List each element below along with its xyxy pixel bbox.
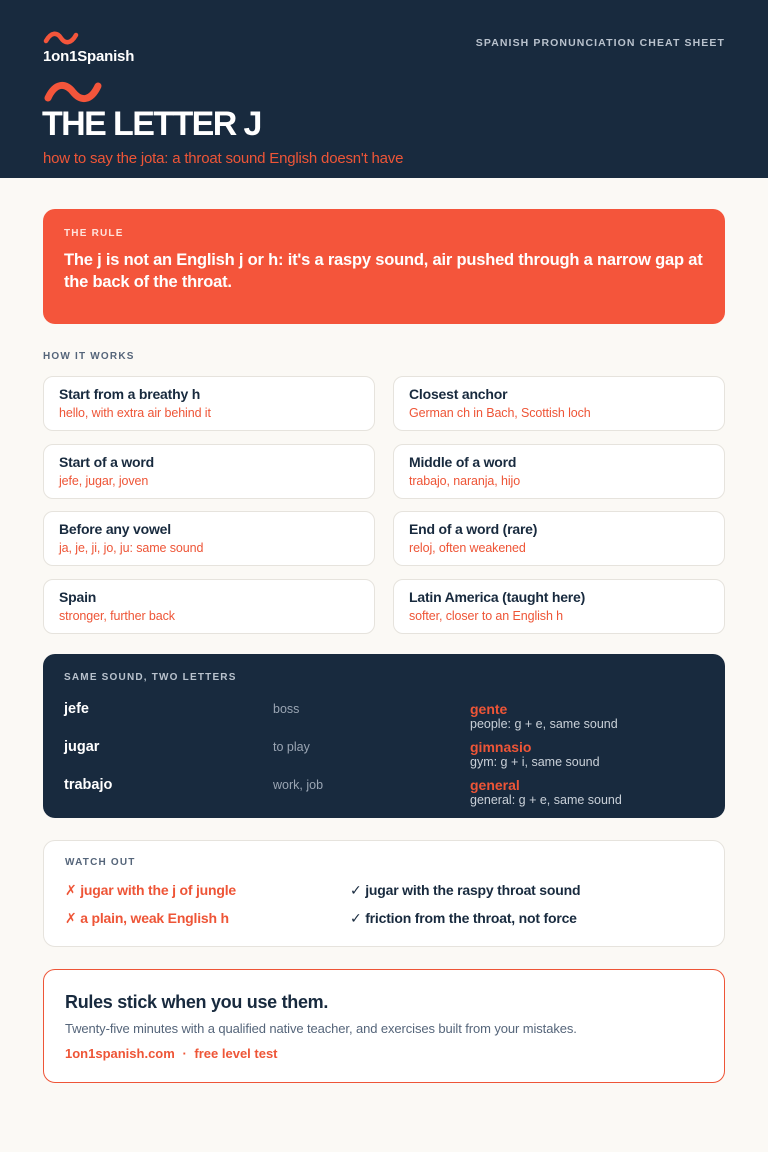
how-card-example: hello, with extra air behind it xyxy=(59,406,211,420)
brand-name: 1on1Spanish xyxy=(43,48,135,65)
g-word-note: people: g + e, same sound xyxy=(470,717,618,731)
sheet-category: SPANISH PRONUNCIATION CHEAT SHEET xyxy=(475,37,725,49)
mistake-item: ✗ jugar with the j of jungle xyxy=(65,882,237,898)
how-card-title: Start from a breathy h xyxy=(59,386,201,402)
j-word-meaning: boss xyxy=(273,702,300,716)
how-card-example: ja, je, ji, jo, ju: same sound xyxy=(59,541,204,555)
mistake-item: ✗ a plain, weak English h xyxy=(65,910,229,926)
correct-item: ✓ friction from the throat, not force xyxy=(350,910,577,926)
correct-item: ✓ jugar with the raspy throat sound xyxy=(350,882,581,898)
j-word: jefe xyxy=(64,701,89,717)
watch-out-label: WATCH OUT xyxy=(65,857,136,868)
separator: · xyxy=(182,1046,187,1061)
site-link[interactable]: 1on1spanish.com xyxy=(65,1046,175,1061)
rule-card xyxy=(43,209,725,324)
tilde-icon xyxy=(43,79,103,105)
how-card-example: jefe, jugar, joven xyxy=(59,474,149,488)
how-card-example: reloj, often weakened xyxy=(409,541,526,555)
cta-card xyxy=(43,969,725,1083)
how-card xyxy=(393,579,725,634)
j-word: jugar xyxy=(64,739,100,755)
how-it-works-label: HOW IT WORKS xyxy=(43,351,135,362)
same-sound-card xyxy=(43,654,725,818)
how-card xyxy=(43,511,375,566)
how-card-title: Spain xyxy=(59,589,97,605)
g-word: gente xyxy=(470,701,508,717)
page-title: THE LETTER J xyxy=(42,105,261,143)
j-word: trabajo xyxy=(64,777,113,793)
cta-links xyxy=(65,1046,703,1061)
g-word-note: general: g + e, same sound xyxy=(470,793,622,807)
g-word: gimnasio xyxy=(470,739,532,755)
page-subtitle: how to say the jota: a throat sound English doesn't have xyxy=(43,150,404,167)
cta-text: Twenty-five minutes with a qualified native teacher, and exercises built from your mistakes. xyxy=(65,1021,577,1036)
how-card xyxy=(393,511,725,566)
wave-icon xyxy=(43,30,79,46)
watch-out-card xyxy=(43,840,725,947)
how-card-example: softer, closer to an English h xyxy=(409,609,564,623)
g-word-note: gym: g + i, same sound xyxy=(470,755,600,769)
how-card-title: Closest anchor xyxy=(409,386,508,402)
how-card xyxy=(393,444,725,499)
how-card-title: Before any vowel xyxy=(59,521,171,537)
how-card-title: Middle of a word xyxy=(409,454,517,470)
how-card-example: trabajo, naranja, hijo xyxy=(409,474,521,488)
j-word-meaning: to play xyxy=(273,740,310,754)
how-card-title: Latin America (taught here) xyxy=(409,589,586,605)
header xyxy=(0,0,768,178)
how-card-example: German ch in Bach, Scottish loch xyxy=(409,406,591,420)
brand-logo[interactable] xyxy=(43,30,134,65)
cta-title: Rules stick when you use them. xyxy=(65,992,329,1012)
how-card-title: End of a word (rare) xyxy=(409,521,538,537)
how-card xyxy=(43,579,375,634)
how-card-title: Start of a word xyxy=(59,454,155,470)
rule-text: The j is not an English j or h: it's a raspy sound, air pushed through a narrow gap at the back of the throat. xyxy=(64,251,703,291)
j-word-meaning: work, job xyxy=(273,778,324,792)
g-word: general xyxy=(470,777,520,793)
level-test-link[interactable]: free level test xyxy=(194,1046,278,1061)
how-card xyxy=(43,376,375,431)
how-card xyxy=(393,376,725,431)
rule-label: THE RULE xyxy=(64,228,124,239)
same-sound-label: SAME SOUND, TWO LETTERS xyxy=(64,672,237,683)
how-card-example: stronger, further back xyxy=(59,609,175,623)
how-card xyxy=(43,444,375,499)
